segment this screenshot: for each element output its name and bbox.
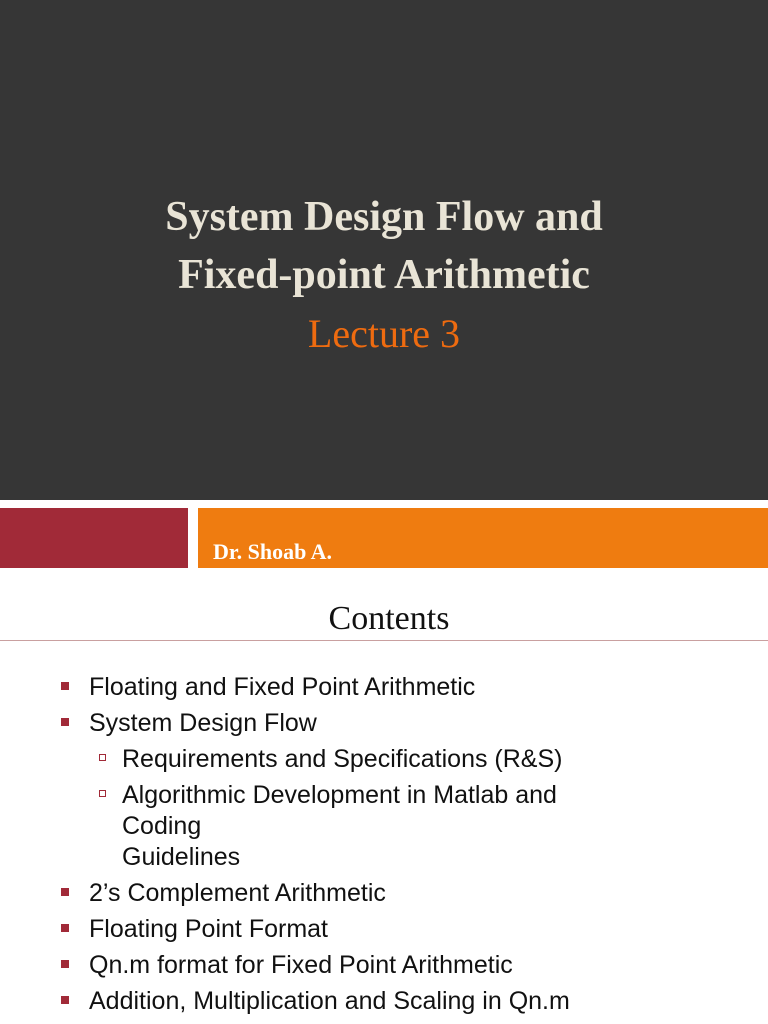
orange-author-bar: [198, 508, 768, 568]
lecture-subtitle: Lecture 3: [307, 311, 461, 356]
author-band: [0, 500, 768, 572]
contents-list: [0, 672, 768, 1022]
red-accent-bar: [0, 508, 188, 568]
square-bullet-icon: [61, 888, 69, 896]
sub-list-item-text-line: Guidelines: [122, 843, 241, 871]
sub-list-item: [0, 780, 768, 873]
sub-list-item-text-line: Algorithmic Development in Matlab and: [122, 781, 557, 809]
list-item-text: Qn.m format for Fixed Point Arithmetic: [89, 951, 513, 979]
list-item: [0, 878, 768, 909]
square-bullet-icon: [61, 996, 69, 1004]
sub-list-item-text: Requirements and Specifications (R&S): [122, 745, 563, 773]
hollow-square-bullet-icon: [99, 790, 106, 797]
title-slide: [0, 0, 768, 500]
hollow-square-bullet-icon: [99, 754, 106, 761]
author-name: Dr. Shoab A.: [213, 539, 333, 564]
list-item: [0, 950, 768, 981]
list-item-text: Floating Point Format: [89, 915, 328, 943]
list-item: [0, 672, 768, 703]
square-bullet-icon: [61, 924, 69, 932]
sub-list-item: [0, 744, 768, 775]
list-item: [0, 986, 768, 1017]
list-item-text: Addition, Multiplication and Scaling in Qn.m: [89, 987, 570, 1015]
list-item: [0, 914, 768, 945]
square-bullet-icon: [61, 718, 69, 726]
slide-title-line-2: Fixed-point Arithmetic: [178, 252, 590, 298]
sub-list-item-text-line: Coding: [122, 812, 202, 840]
list-item-text: System Design Flow: [89, 709, 317, 737]
list-item-text: 2’s Complement Arithmetic: [89, 879, 386, 907]
contents-slide: [0, 572, 768, 1024]
list-item-text: Floating and Fixed Point Arithmetic: [89, 673, 476, 701]
slide-title-line-1: System Design Flow and: [165, 194, 603, 240]
square-bullet-icon: [61, 960, 69, 968]
contents-heading: Contents: [328, 600, 450, 637]
title-block: [0, 188, 768, 362]
heading-divider: [0, 640, 768, 641]
list-item: [0, 708, 768, 739]
square-bullet-icon: [61, 682, 69, 690]
